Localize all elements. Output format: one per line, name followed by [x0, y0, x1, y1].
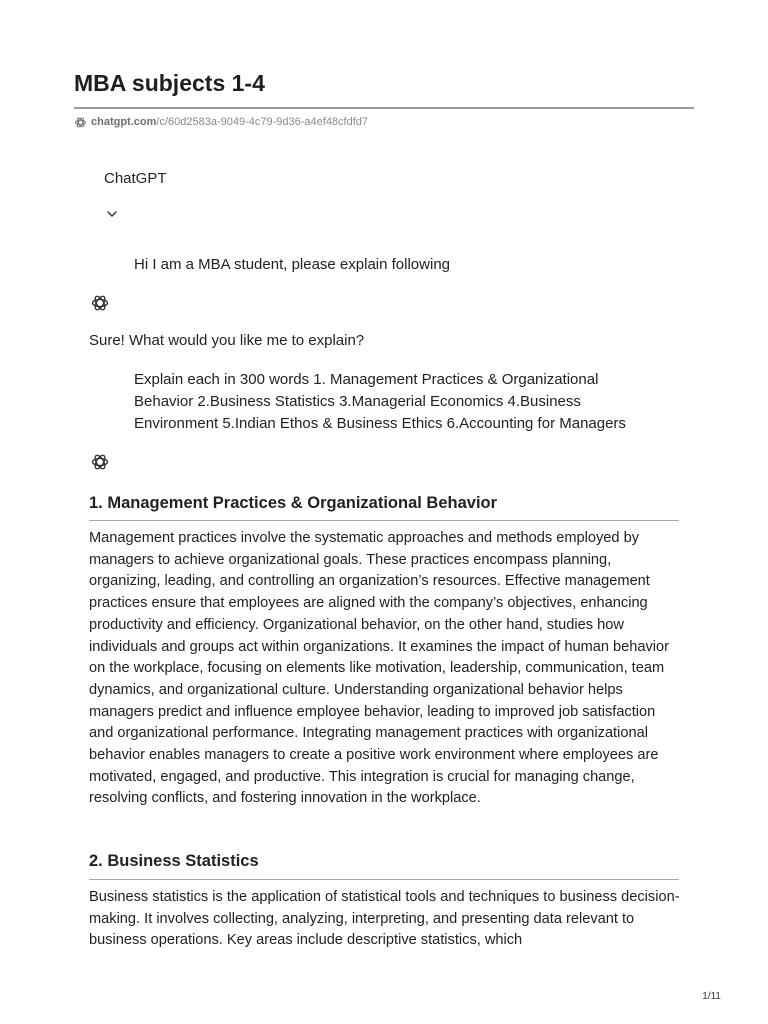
source-domain[interactable]: chatgpt.com: [91, 116, 157, 128]
source-path[interactable]: /c/60d2583a-9049-4c79-9d36-a4ef48cfdfd7: [156, 116, 369, 128]
chatgpt-logo-icon: [74, 116, 87, 129]
page-number: 1/11: [702, 991, 721, 1002]
assistant-label: ChatGPT: [104, 170, 167, 187]
section-body: Management practices involve the systematic approaches and methods employed by managers to achieve organizational goals. These practices encompass planning, organizing, leading, and controlling an organization’s resources. Effective management practices ensure that employees are aligned with the company’s objectives, enhancing productivity and efficiency. Organizational behavior, on the other hand, studies how individuals and groups act within organizations. It examines the impact of human behavior on the workplace, focusing on elements like motivation, leadership, communication, team dynamics, and organizational culture. Understanding organizational behavior helps managers predict and influence employee behavior, leading to improved job satisfaction and organizational performance. Integrating management practices with organizational behavior enables managers to create a positive work environment where employees are motivated, engaged, and productive. This integration is crucial for managing change, resolving conflicts, and fostering innovation in the workplace.: [89, 530, 670, 807]
user-message: Explain each in 300 words 1. Management Practices & Organizational Behavior 2.Business Statistics 3.Managerial Economics 4.Business Environment 5.Indian Ethos & Business Ethics 6.Accounting for Managers: [134, 371, 626, 432]
assistant-message: Sure! What would you like me to explain?: [89, 332, 365, 349]
document-title: MBA subjects 1-4: [74, 70, 265, 96]
section-body: Business statistics is the application of statistical tools and techniques to business decision-making. It involves collecting, analyzing, interpreting, and presenting data relevant to business operations. Key areas include descriptive statistics, which: [89, 889, 680, 949]
section-heading: 1. Management Practices & Organizational Behavior: [89, 494, 498, 512]
section-divider: [89, 520, 679, 521]
section-divider: [89, 879, 679, 880]
user-message: Hi I am a MBA student, please explain following: [134, 256, 451, 273]
chevron-down-icon[interactable]: [104, 206, 120, 222]
chatgpt-avatar-icon: [90, 452, 110, 472]
title-divider: [74, 107, 694, 109]
source-link[interactable]: [74, 114, 368, 130]
section-heading: 2. Business Statistics: [89, 852, 259, 870]
chatgpt-avatar-icon: [90, 293, 110, 313]
